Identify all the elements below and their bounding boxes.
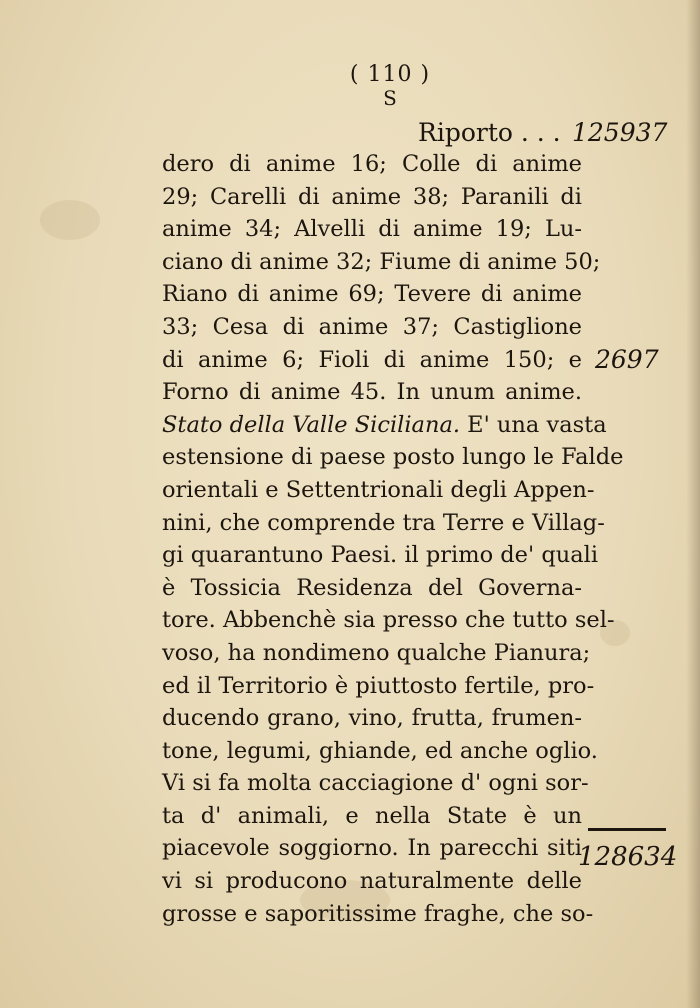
text-line: dero di anime 16; Colle di anime	[162, 151, 582, 177]
text-line: Vi si fa molta cacciagione d' ogni sor-	[162, 770, 589, 797]
text-line: tone, legumi, ghiande, ed anche oglio.	[162, 737, 598, 764]
text-line: piacevole soggiorno. In parecchi siti	[162, 835, 582, 862]
text-line: nini, che comprende tra Terre e Villag-	[162, 509, 605, 536]
text-line: Riano di anime 69; Tevere di anime	[162, 281, 582, 308]
page-number: ( 110 )	[349, 62, 431, 87]
text-line-heading	[162, 409, 607, 442]
text-line: ciano di anime 32; Fiume di anime 50;	[162, 248, 601, 275]
text-line: 33; Cesa di anime 37; Castiglione	[162, 313, 582, 340]
body-text	[162, 148, 624, 930]
text-line: anime 34; Alvelli di anime 19; Lu-	[162, 216, 582, 243]
carry-forward-label: Riporto . . .	[418, 118, 561, 147]
text-line: estensione di paese posto lungo le Falde	[162, 444, 624, 471]
sum-rule	[588, 828, 666, 831]
text-line: ducendo grano, vino, frutta, frumen-	[162, 705, 582, 732]
page-edge-shadow	[686, 0, 700, 1008]
text-line: vi si producono naturalmente delle	[162, 868, 582, 895]
section-total: 2697	[595, 345, 659, 374]
page-total: 128634	[578, 842, 678, 872]
text-line: ta d' animali, e nella State è un	[162, 802, 582, 829]
text-line: orientali e Settentrionali degli Appen-	[162, 476, 595, 503]
text-line: 29; Carelli di anime 38; Paranili di	[162, 183, 582, 210]
text-line: gi quarantuno Paesi. il primo de' quali	[162, 542, 599, 569]
text-line: voso, ha nondimeno qualche Pianura;	[162, 639, 591, 666]
text-line: tore. Abbenchè sia presso che tutto sel-	[162, 607, 615, 634]
paper-stain	[40, 200, 100, 240]
heading-line-rest: E' una vasta	[460, 411, 607, 438]
text-line: di anime 6; Fioli di anime 150; e	[162, 346, 582, 373]
carry-forward-total: 125937	[572, 118, 668, 147]
text-line: è Tossicia Residenza del Governa-	[162, 574, 582, 601]
section-heading: Stato della Valle Siciliana.	[162, 411, 461, 438]
text-line: grosse e saporitissime fraghe, che so-	[162, 900, 594, 927]
signature-mark: S	[383, 86, 397, 110]
text-line: Forno di anime 45. In unum anime.	[162, 379, 582, 406]
text-line: ed il Territorio è piuttosto fertile, pro-	[162, 672, 595, 699]
